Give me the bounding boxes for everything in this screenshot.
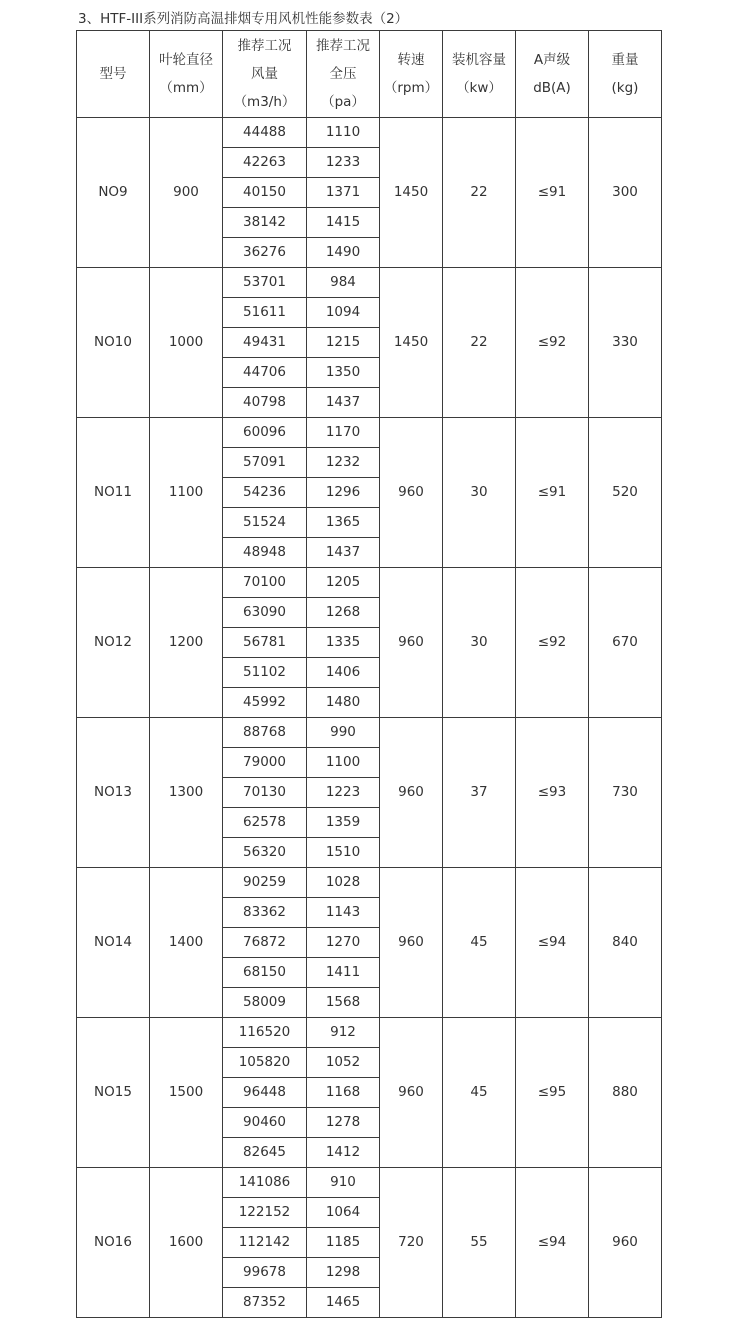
weight-cell: 880 <box>589 1018 662 1168</box>
diameter-cell: 1500 <box>150 1018 223 1168</box>
pressure-cell: 1100 <box>307 748 380 778</box>
pressure-cell: 1298 <box>307 1258 380 1288</box>
pressure-cell: 1205 <box>307 568 380 598</box>
header-line: 叶轮直径 <box>159 52 213 68</box>
header-line: 全压 <box>329 66 357 82</box>
diameter-cell: 900 <box>150 118 223 268</box>
pressure-cell: 912 <box>307 1018 380 1048</box>
speed-cell: 1450 <box>380 268 443 418</box>
speed-cell: 960 <box>380 1018 443 1168</box>
weight-cell: 960 <box>589 1168 662 1318</box>
airflow-cell: 63090 <box>223 598 307 628</box>
power-cell: 30 <box>443 418 516 568</box>
weight-cell: 670 <box>589 568 662 718</box>
pressure-cell: 1480 <box>307 688 380 718</box>
pressure-cell: 984 <box>307 268 380 298</box>
pressure-cell: 1185 <box>307 1228 380 1258</box>
model-cell: NO10 <box>77 268 150 418</box>
pressure-cell: 1094 <box>307 298 380 328</box>
header-line: dB(A) <box>533 80 571 96</box>
diameter-cell: 1400 <box>150 868 223 1018</box>
airflow-cell: 45992 <box>223 688 307 718</box>
pressure-cell: 1143 <box>307 898 380 928</box>
airflow-cell: 90460 <box>223 1108 307 1138</box>
pressure-cell: 1406 <box>307 658 380 688</box>
airflow-cell: 79000 <box>223 748 307 778</box>
table-title: 3、HTF-III系列消防高温排烟专用风机性能参数表（2） <box>78 11 409 27</box>
pressure-cell: 1296 <box>307 478 380 508</box>
noise-cell: ≤95 <box>516 1018 589 1168</box>
header-line: 推荐工况 <box>316 38 370 54</box>
diameter-cell: 1200 <box>150 568 223 718</box>
weight-cell: 300 <box>589 118 662 268</box>
airflow-cell: 38142 <box>223 208 307 238</box>
header-line: （rpm） <box>383 80 439 96</box>
power-cell: 30 <box>443 568 516 718</box>
diameter-cell: 1600 <box>150 1168 223 1318</box>
table-body <box>77 118 662 1318</box>
header-line: （m3/h） <box>233 94 296 110</box>
model-cell: NO13 <box>77 718 150 868</box>
header-noise <box>516 31 589 118</box>
airflow-cell: 57091 <box>223 448 307 478</box>
airflow-cell: 70100 <box>223 568 307 598</box>
speed-cell: 1450 <box>380 118 443 268</box>
table-row <box>77 418 662 448</box>
airflow-cell: 51102 <box>223 658 307 688</box>
pressure-cell: 990 <box>307 718 380 748</box>
pressure-cell: 1510 <box>307 838 380 868</box>
fan-performance-table <box>76 30 662 1318</box>
header-model <box>77 31 150 118</box>
pressure-cell: 1215 <box>307 328 380 358</box>
pressure-cell: 1568 <box>307 988 380 1018</box>
pressure-cell: 1371 <box>307 178 380 208</box>
power-cell: 22 <box>443 118 516 268</box>
weight-cell: 730 <box>589 718 662 868</box>
airflow-cell: 82645 <box>223 1138 307 1168</box>
pressure-cell: 1335 <box>307 628 380 658</box>
pressure-cell: 1028 <box>307 868 380 898</box>
header-line: （mm） <box>159 80 213 96</box>
airflow-cell: 40798 <box>223 388 307 418</box>
power-cell: 45 <box>443 868 516 1018</box>
weight-cell: 330 <box>589 268 662 418</box>
speed-cell: 720 <box>380 1168 443 1318</box>
noise-cell: ≤92 <box>516 268 589 418</box>
airflow-cell: 105820 <box>223 1048 307 1078</box>
model-cell: NO9 <box>77 118 150 268</box>
airflow-cell: 48948 <box>223 538 307 568</box>
airflow-cell: 116520 <box>223 1018 307 1048</box>
power-cell: 37 <box>443 718 516 868</box>
header-line: （pa） <box>321 94 365 110</box>
diameter-cell: 1100 <box>150 418 223 568</box>
noise-cell: ≤91 <box>516 118 589 268</box>
pressure-cell: 1268 <box>307 598 380 628</box>
header-line: 装机容量 <box>452 52 506 68</box>
header-line: （kw） <box>456 80 502 96</box>
table-row <box>77 568 662 598</box>
weight-cell: 840 <box>589 868 662 1018</box>
pressure-cell: 1052 <box>307 1048 380 1078</box>
header-line: 推荐工况 <box>237 38 292 54</box>
airflow-cell: 88768 <box>223 718 307 748</box>
table-row <box>77 718 662 748</box>
header-line: 重量 <box>611 52 639 68</box>
airflow-cell: 53701 <box>223 268 307 298</box>
airflow-cell: 90259 <box>223 868 307 898</box>
airflow-cell: 62578 <box>223 808 307 838</box>
airflow-cell: 76872 <box>223 928 307 958</box>
table-row <box>77 1018 662 1048</box>
header-line: 风量 <box>251 66 278 82</box>
airflow-cell: 87352 <box>223 1288 307 1318</box>
power-cell: 55 <box>443 1168 516 1318</box>
diameter-cell: 1300 <box>150 718 223 868</box>
model-cell: NO11 <box>77 418 150 568</box>
table-row <box>77 1168 662 1198</box>
airflow-cell: 54236 <box>223 478 307 508</box>
airflow-cell: 122152 <box>223 1198 307 1228</box>
diameter-cell: 1000 <box>150 268 223 418</box>
airflow-cell: 83362 <box>223 898 307 928</box>
speed-cell: 960 <box>380 568 443 718</box>
noise-cell: ≤93 <box>516 718 589 868</box>
model-cell: NO16 <box>77 1168 150 1318</box>
model-cell: NO14 <box>77 868 150 1018</box>
airflow-cell: 44706 <box>223 358 307 388</box>
speed-cell: 960 <box>380 418 443 568</box>
speed-cell: 960 <box>380 868 443 1018</box>
model-cell: NO12 <box>77 568 150 718</box>
airflow-cell: 56781 <box>223 628 307 658</box>
weight-cell: 520 <box>589 418 662 568</box>
airflow-cell: 42263 <box>223 148 307 178</box>
airflow-cell: 112142 <box>223 1228 307 1258</box>
pressure-cell: 1170 <box>307 418 380 448</box>
pressure-cell: 1490 <box>307 238 380 268</box>
pressure-cell: 1350 <box>307 358 380 388</box>
header-airflow <box>223 31 307 118</box>
pressure-cell: 1064 <box>307 1198 380 1228</box>
airflow-cell: 51524 <box>223 508 307 538</box>
noise-cell: ≤94 <box>516 868 589 1018</box>
airflow-cell: 68150 <box>223 958 307 988</box>
header-speed <box>380 31 443 118</box>
header-row <box>77 31 662 118</box>
header-line: A声级 <box>533 52 571 68</box>
pressure-cell: 1110 <box>307 118 380 148</box>
noise-cell: ≤91 <box>516 418 589 568</box>
header-line: (kg) <box>611 80 639 96</box>
pressure-cell: 1412 <box>307 1138 380 1168</box>
airflow-cell: 141086 <box>223 1168 307 1198</box>
airflow-cell: 56320 <box>223 838 307 868</box>
pressure-cell: 1278 <box>307 1108 380 1138</box>
header-diameter <box>150 31 223 118</box>
pressure-cell: 1365 <box>307 508 380 538</box>
airflow-cell: 49431 <box>223 328 307 358</box>
noise-cell: ≤92 <box>516 568 589 718</box>
pressure-cell: 1437 <box>307 538 380 568</box>
table-row <box>77 118 662 148</box>
model-cell: NO15 <box>77 1018 150 1168</box>
pressure-cell: 1223 <box>307 778 380 808</box>
pressure-cell: 1411 <box>307 958 380 988</box>
header-pressure <box>307 31 380 118</box>
pressure-cell: 1465 <box>307 1288 380 1318</box>
airflow-cell: 40150 <box>223 178 307 208</box>
airflow-cell: 44488 <box>223 118 307 148</box>
pressure-cell: 1415 <box>307 208 380 238</box>
noise-cell: ≤94 <box>516 1168 589 1318</box>
airflow-cell: 58009 <box>223 988 307 1018</box>
airflow-cell: 99678 <box>223 1258 307 1288</box>
airflow-cell: 36276 <box>223 238 307 268</box>
table-row <box>77 868 662 898</box>
pressure-cell: 1437 <box>307 388 380 418</box>
speed-cell: 960 <box>380 718 443 868</box>
pressure-cell: 1232 <box>307 448 380 478</box>
airflow-cell: 96448 <box>223 1078 307 1108</box>
airflow-cell: 60096 <box>223 418 307 448</box>
pressure-cell: 910 <box>307 1168 380 1198</box>
header-line: 型号 <box>99 66 127 82</box>
power-cell: 45 <box>443 1018 516 1168</box>
pressure-cell: 1359 <box>307 808 380 838</box>
airflow-cell: 51611 <box>223 298 307 328</box>
header-weight <box>589 31 662 118</box>
pressure-cell: 1233 <box>307 148 380 178</box>
power-cell: 22 <box>443 268 516 418</box>
table-row <box>77 268 662 298</box>
airflow-cell: 70130 <box>223 778 307 808</box>
header-power <box>443 31 516 118</box>
header-line: 转速 <box>397 52 425 68</box>
pressure-cell: 1270 <box>307 928 380 958</box>
pressure-cell: 1168 <box>307 1078 380 1108</box>
